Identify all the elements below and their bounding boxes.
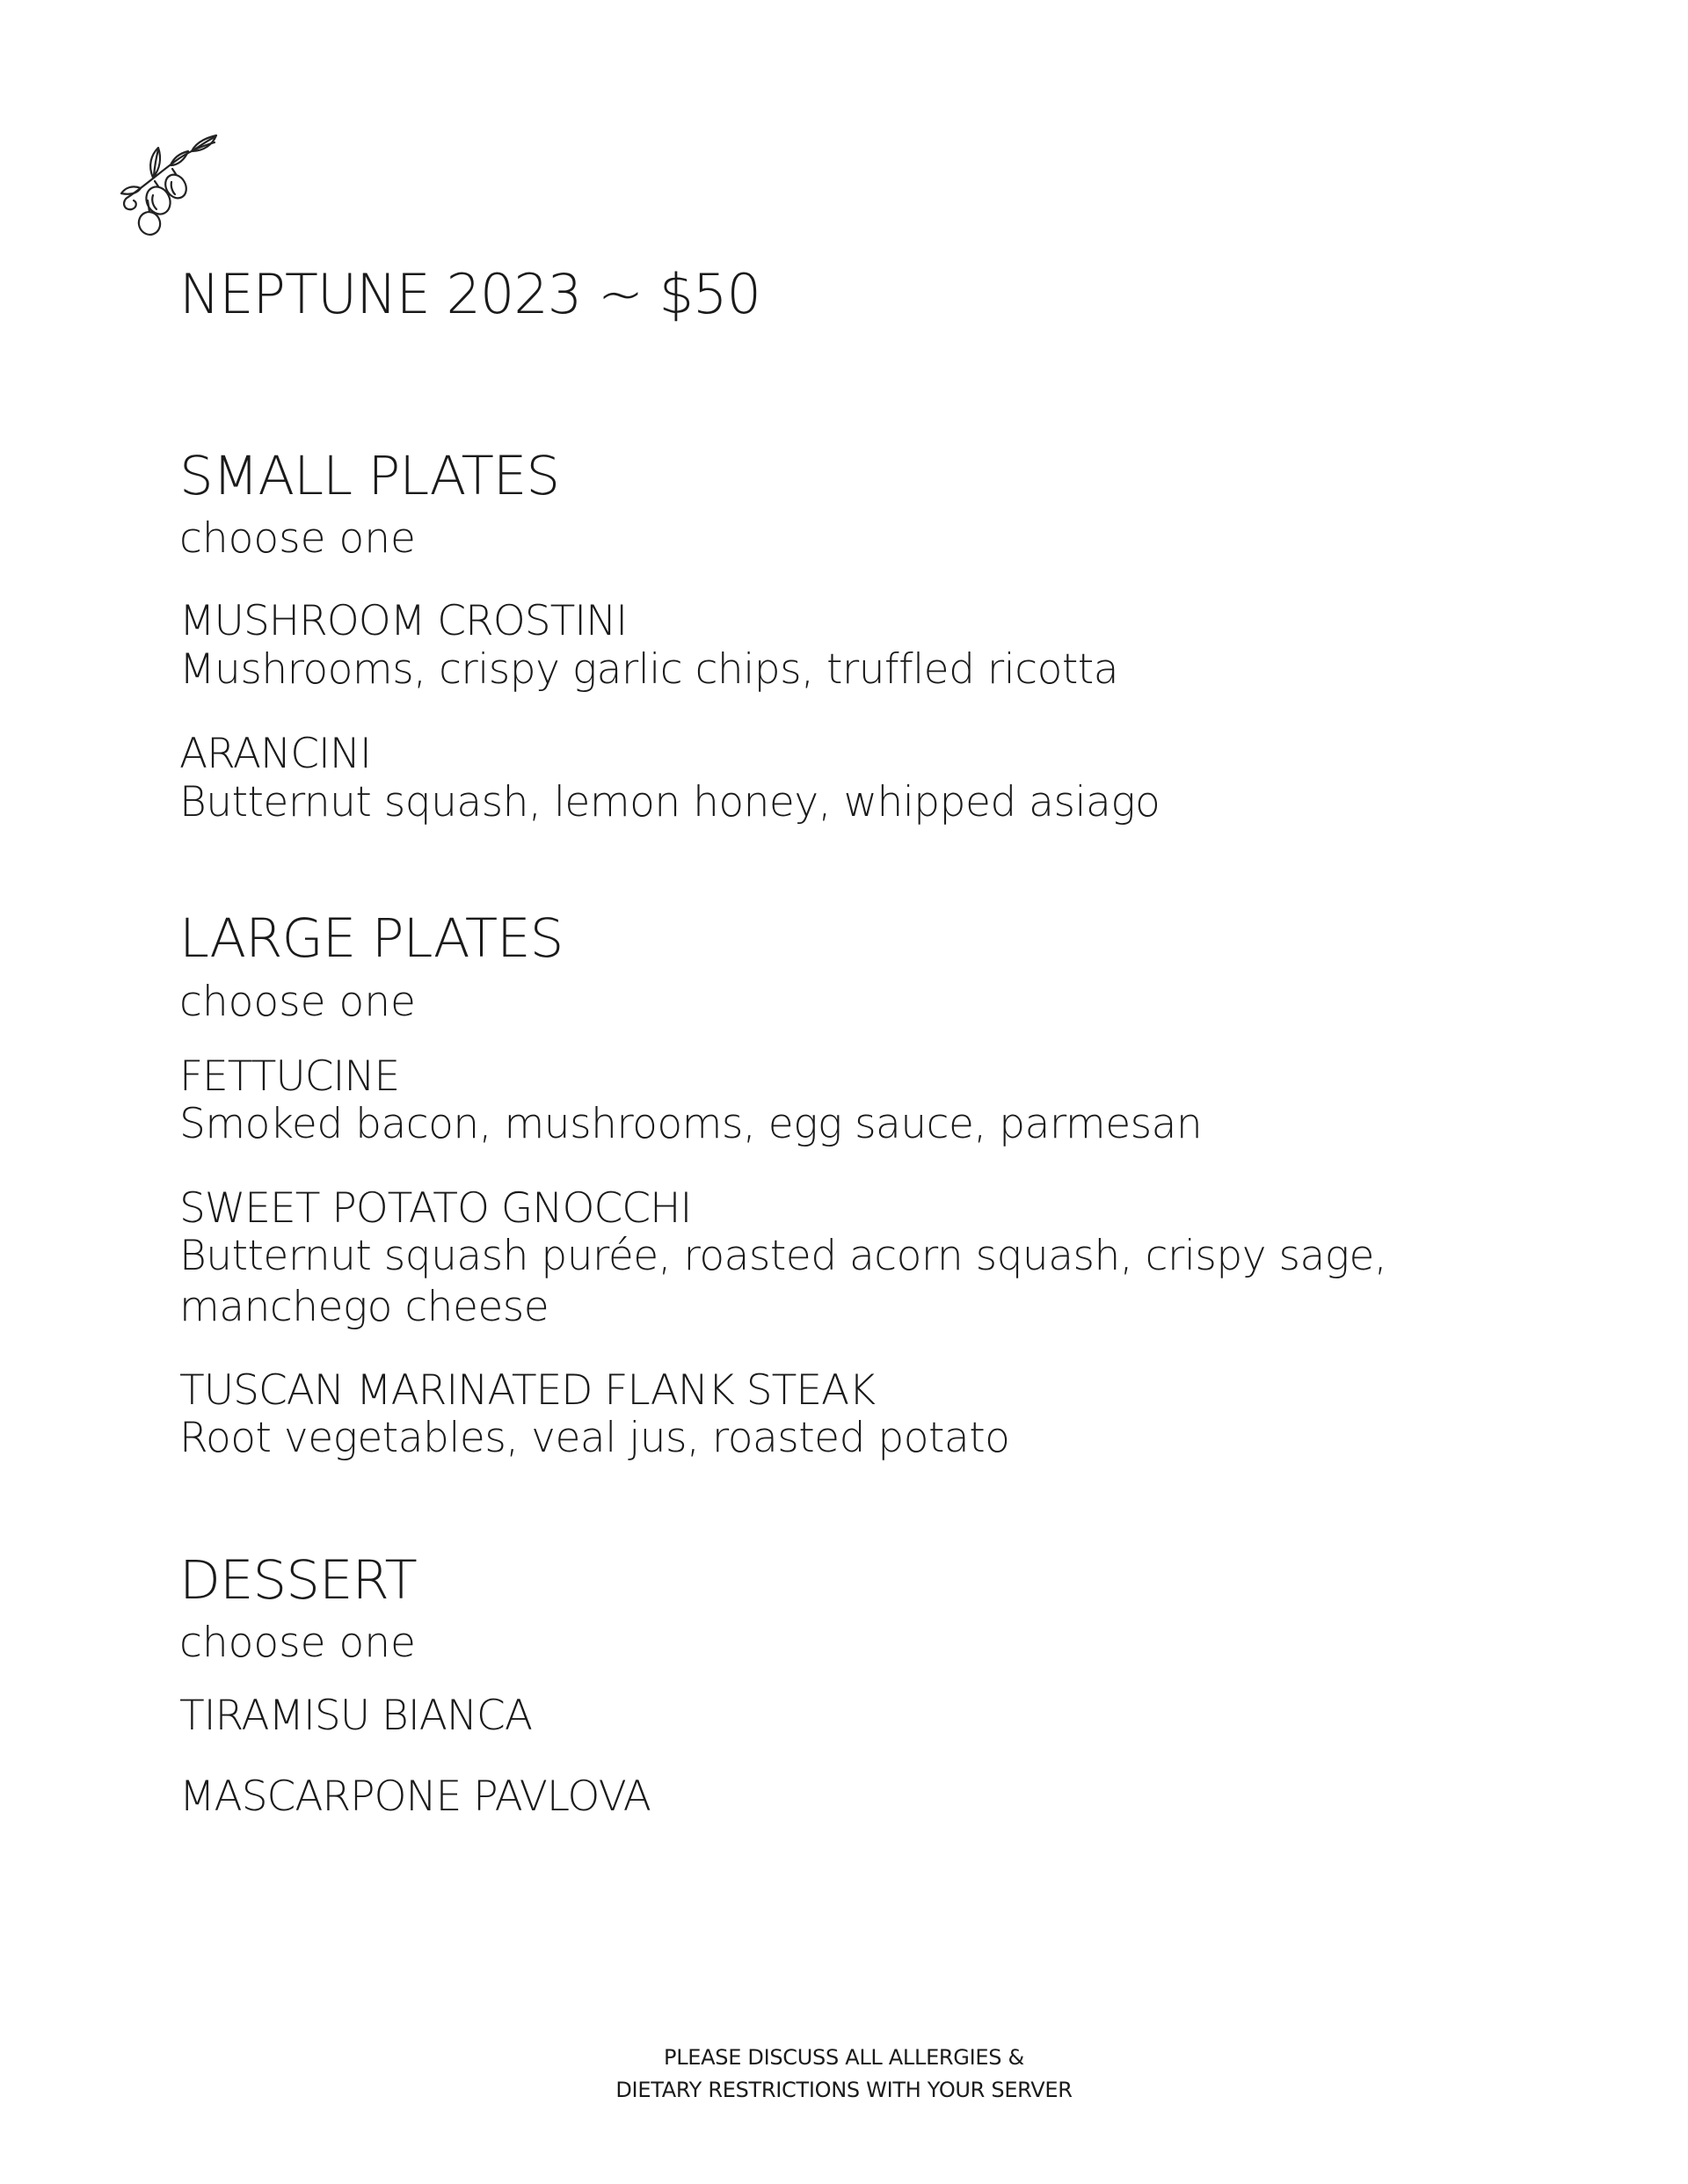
menu-item-name-fettucine: FETTUCINE xyxy=(179,1052,400,1101)
menu-item-name-tuscan-marinated-flank-steak: TUSCAN MARINATED FLANK STEAK xyxy=(179,1366,876,1415)
menu-item-name-arancini: ARANCINI xyxy=(179,730,371,778)
allergy-notice xyxy=(492,2042,1196,2107)
menu-item-description-mushroom-crostini: Mushrooms, crispy garlic chips, truffled ricotta xyxy=(179,645,1118,694)
menu-item-description-arancini: Butternut squash, lemon honey, whipped asiago xyxy=(179,778,1160,826)
section-instruction-large-plates: choose one xyxy=(179,978,416,1026)
menu-item-description-tuscan-marinated-flank-steak: Root vegetables, veal jus, roasted potato xyxy=(179,1414,1010,1462)
menu-item-description-fettucine: Smoked bacon, mushrooms, egg sauce, parmesan xyxy=(179,1100,1203,1148)
menu-item-name-tiramisu-bianca: TIRAMISU BIANCA xyxy=(179,1692,532,1740)
olive-branch-icon xyxy=(118,132,223,237)
menu-item-name-mascarpone-pavlova: MASCARPONE PAVLOVA xyxy=(179,1773,651,1821)
section-instruction-dessert: choose one xyxy=(179,1619,416,1667)
section-heading-dessert: DESSERT xyxy=(179,1549,417,1612)
section-heading-small-plates: SMALL PLATES xyxy=(179,445,560,507)
menu-item-name-sweet-potato-gnocchi: SWEET POTATO GNOCCHI xyxy=(179,1184,692,1233)
menu-item-name-mushroom-crostini: MUSHROOM CROSTINI xyxy=(179,597,628,645)
section-heading-large-plates: LARGE PLATES xyxy=(179,907,564,970)
menu-item-description-sweet-potato-gnocchi: Butternut squash purée, roasted acorn squash, crispy sage, manchego cheese xyxy=(179,1232,1387,1331)
section-instruction-small-plates: choose one xyxy=(179,514,416,563)
allergy-notice-line-1: PLEASE DISCUSS ALL ALLERGIES & xyxy=(664,2045,1024,2070)
allergy-notice-line-2: DIETARY RESTRICTIONS WITH YOUR SERVER xyxy=(615,2078,1073,2102)
page-title: NEPTUNE 2023 ~ $50 xyxy=(179,262,760,326)
